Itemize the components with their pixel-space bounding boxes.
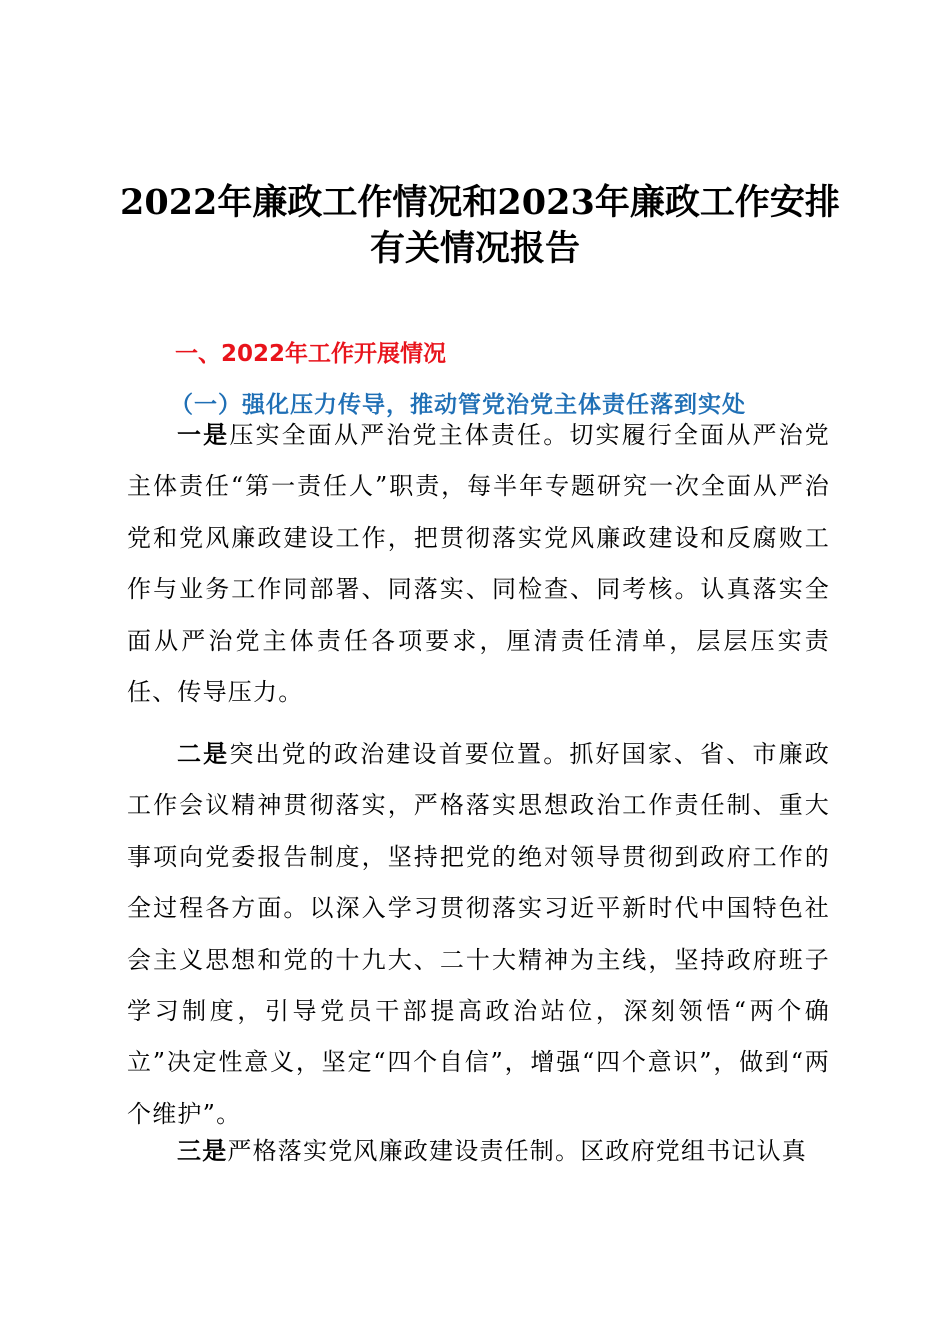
paragraph-1-text: 压实全面从严治党主体责任。切实履行全面从严治党主体责任“第一责任人”职责，每半年专题研究一次全面从严治党和党风廉政建设工作，把贯彻落实党风廉政建设和反腐败工作与业务工作同部署、同落实、同检查、同考核。认真落实全面从严治党主体责任各项要求，厘清责任清单，层层压实责任、传导压力。 [127, 421, 830, 707]
section-heading-1: 一、2022年工作开展情况 [175, 341, 447, 367]
paragraph-1 [127, 410, 830, 718]
paragraph-3-text: 严格落实党风廉政建设责任制。区政府党组书记认真 [227, 1137, 808, 1165]
paragraph-2 [127, 729, 830, 1140]
paragraph-3-lead: 三是 [177, 1137, 228, 1165]
paragraph-2-lead: 二是 [177, 740, 230, 768]
paragraph-3 [127, 1126, 830, 1177]
document-title-line-2: 有关情况报告 [369, 228, 580, 269]
document-title-line-1: 2022年廉政工作情况和2023年廉政工作安排 [120, 182, 840, 223]
paragraph-1-lead: 一是 [177, 421, 230, 449]
subsection-heading-1: （一）强化压力传导，推动管党治党主体责任落到实处 [170, 392, 746, 418]
paragraph-2-text: 突出党的政治建设首要位置。抓好国家、省、市廉政工作会议精神贯彻落实，严格落实思想政治工作责任制、重大事项向党委报告制度，坚持把党的绝对领导贯彻到政府工作的全过程各方面。以深入学习贯彻落实习近平新时代中国特色社会主义思想和党的十九大、二十大精神为主线，坚持政府班子学习制度，引导党员干部提高政治站位，深刻领悟“两个确立”决定性意义，坚定“四个自信”，增强“四个意识”，做到“两个维护”。 [127, 740, 830, 1128]
